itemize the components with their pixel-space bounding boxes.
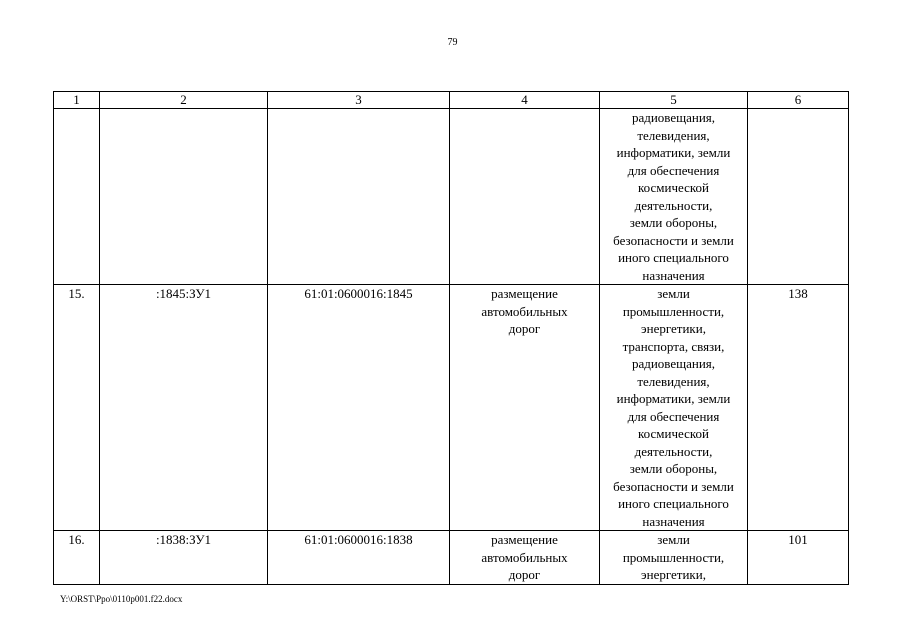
- header-cell-4: 4: [450, 92, 600, 109]
- footer-file-path: Y:\ORST\Ppo\0110p001.f22.docx: [60, 594, 183, 604]
- page-number: 79: [447, 37, 458, 48]
- parcel-id: :1845:ЗУ1: [100, 285, 268, 531]
- use-line: дорог: [508, 321, 541, 336]
- header-cell-3: 3: [268, 92, 450, 109]
- area: 101: [748, 531, 849, 585]
- category-line: космической: [638, 426, 709, 441]
- category-line: промышленности,: [622, 303, 725, 319]
- category-line: космической: [638, 180, 709, 195]
- table-row: [54, 109, 849, 285]
- parcel-id: :1838:ЗУ1: [100, 531, 268, 585]
- category-line: промышленности,: [622, 549, 725, 565]
- category-line: земли: [657, 286, 690, 301]
- header-cell-1: 1: [54, 92, 100, 109]
- category-line: телевидения,: [637, 127, 710, 143]
- category-line: иного специального: [618, 496, 729, 511]
- area: [748, 109, 849, 285]
- category-line: земли обороны,: [629, 461, 718, 476]
- permitted-use: [450, 531, 600, 585]
- permitted-use: [450, 285, 600, 531]
- category-line: энергетики,: [641, 321, 706, 336]
- category-line: назначения: [642, 513, 705, 529]
- cadastral-number: [268, 109, 450, 285]
- category-line: земли обороны,: [629, 215, 718, 230]
- category-line: иного специального: [618, 250, 729, 265]
- land-category: [600, 285, 748, 531]
- table-header-row: [54, 92, 849, 109]
- category-line: энергетики,: [641, 567, 706, 582]
- category-line: безопасности и земли: [613, 232, 734, 248]
- row-number: 15.: [54, 285, 100, 531]
- category-line: радиовещания,: [631, 110, 716, 125]
- table-row: [54, 531, 849, 585]
- area: 138: [748, 285, 849, 531]
- permitted-use: [450, 109, 600, 285]
- category-line: информатики, земли: [616, 145, 731, 160]
- category-line: транспорта, связи,: [622, 338, 725, 354]
- land-category: [600, 109, 748, 285]
- category-line: земли: [657, 532, 690, 547]
- category-line: информатики, земли: [616, 391, 731, 406]
- category-line: деятельности,: [634, 443, 713, 459]
- use-line: автомобильных: [481, 303, 568, 319]
- category-line: радиовещания,: [631, 356, 716, 371]
- category-line: для обеспечения: [627, 408, 720, 424]
- use-line: размещение: [491, 532, 558, 547]
- land-parcels-table: [53, 91, 849, 585]
- category-line: деятельности,: [634, 197, 713, 213]
- category-line: назначения: [642, 267, 705, 283]
- header-cell-6: 6: [748, 92, 849, 109]
- table-row: [54, 285, 849, 531]
- header-cell-5: 5: [600, 92, 748, 109]
- use-line: автомобильных: [481, 549, 568, 565]
- cadastral-number: 61:01:0600016:1845: [268, 285, 450, 531]
- use-line: дорог: [508, 567, 541, 582]
- cadastral-number: 61:01:0600016:1838: [268, 531, 450, 585]
- row-number: 16.: [54, 531, 100, 585]
- use-line: размещение: [491, 286, 558, 301]
- category-line: телевидения,: [637, 373, 710, 389]
- category-line: для обеспечения: [627, 162, 720, 178]
- parcel-id: [100, 109, 268, 285]
- header-cell-2: 2: [100, 92, 268, 109]
- land-category: [600, 531, 748, 585]
- row-number: [54, 109, 100, 285]
- category-line: безопасности и земли: [613, 478, 734, 494]
